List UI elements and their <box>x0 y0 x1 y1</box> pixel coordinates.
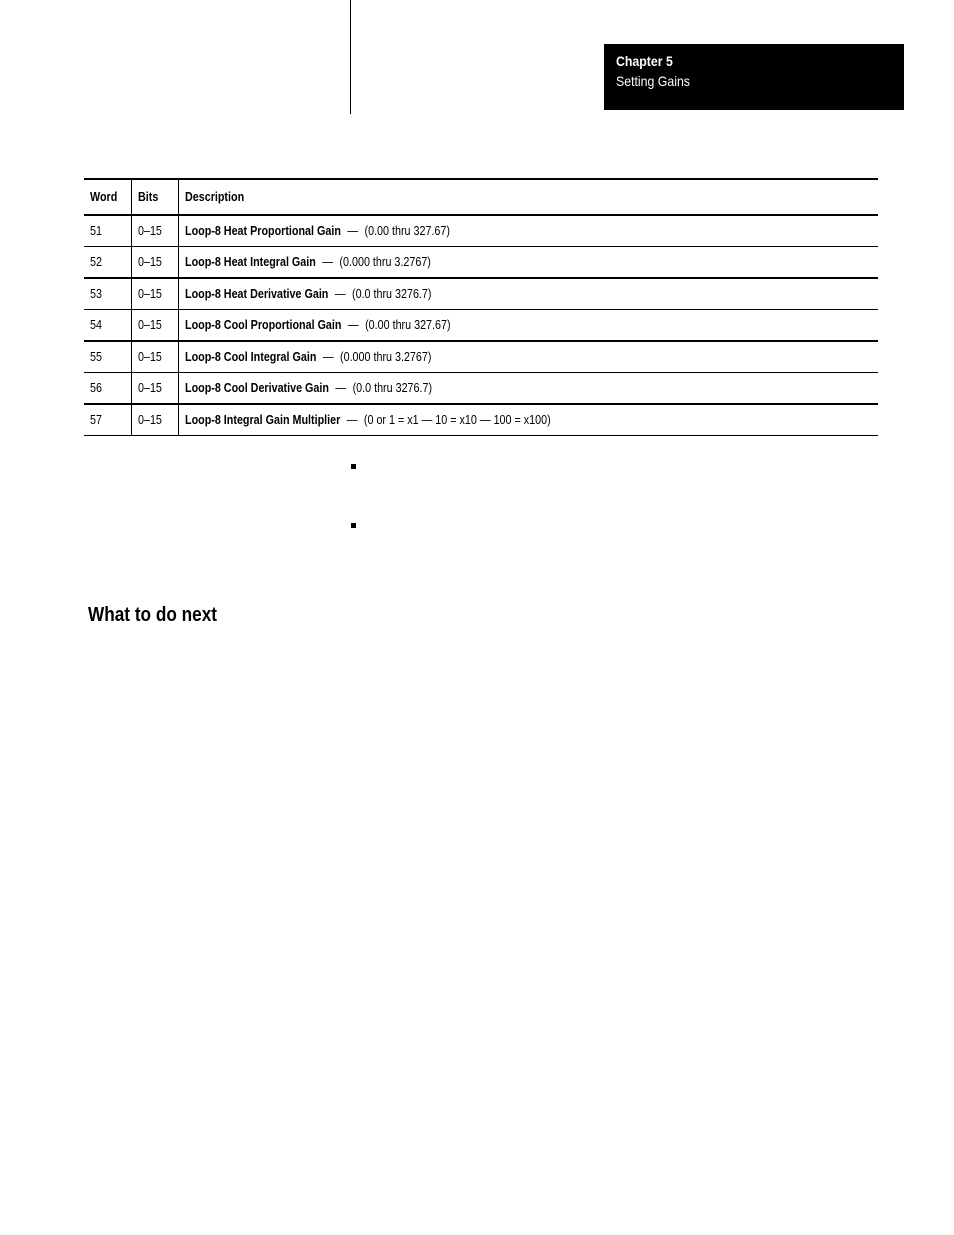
word-cell: 57 <box>84 404 132 436</box>
word-cell: 53 <box>84 278 132 310</box>
description-cell: Loop-8 Heat Proportional Gain — (0.00 thru 327.67) <box>179 215 879 247</box>
word-cell: 51 <box>84 215 132 247</box>
description-cell: Loop-8 Cool Integral Gain — (0.000 thru 3.2767) <box>179 341 879 373</box>
description-cell: Loop-8 Heat Derivative Gain — (0.0 thru 3276.7) <box>179 278 879 310</box>
word-cell: 56 <box>84 373 132 405</box>
description-cell: Loop-8 Integral Gain Multiplier — (0 or 1 = x1 — 10 = x10 — 100 = x100) <box>179 404 879 436</box>
chapter-title: Setting Gains <box>616 73 690 89</box>
parameter-range: (0.000 thru 3.2767) <box>339 255 431 269</box>
table-row <box>84 247 878 279</box>
chapter-tab <box>604 44 904 110</box>
bullet-marker <box>351 464 356 469</box>
word-cell: 55 <box>84 341 132 373</box>
table-row <box>84 341 878 373</box>
parameter-name: Loop-8 Cool Integral Gain <box>185 350 317 364</box>
description-cell: Loop-8 Heat Integral Gain — (0.000 thru 3.2767) <box>179 247 879 279</box>
column-header-word: Word <box>84 179 132 215</box>
chapter-number: Chapter 5 <box>616 53 673 69</box>
bits-cell: 0–15 <box>132 247 179 279</box>
table-row <box>84 373 878 405</box>
table-row <box>84 215 878 247</box>
table-row <box>84 278 878 310</box>
description-cell: Loop-8 Cool Proportional Gain — (0.00 thru 327.67) <box>179 310 879 342</box>
bits-cell: 0–15 <box>132 215 179 247</box>
column-header-bits: Bits <box>132 179 179 215</box>
word-cell: 54 <box>84 310 132 342</box>
parameter-name: Loop-8 Cool Derivative Gain <box>185 381 329 395</box>
description-cell: Loop-8 Cool Derivative Gain — (0.0 thru 3276.7) <box>179 373 879 405</box>
parameter-name: Loop-8 Integral Gain Multiplier <box>185 413 341 427</box>
parameter-name: Loop-8 Cool Proportional Gain <box>185 318 342 332</box>
parameter-range: (0.0 thru 3276.7) <box>352 381 433 395</box>
parameter-range: (0.00 thru 327.67) <box>365 318 451 332</box>
table-row <box>84 310 878 342</box>
parameter-range: (0.000 thru 3.2767) <box>340 350 432 364</box>
parameter-name: Loop-8 Heat Proportional Gain <box>185 224 341 238</box>
bits-cell: 0–15 <box>132 404 179 436</box>
parameter-range: (0 or 1 = x1 — 10 = x10 — 100 = x100) <box>363 413 551 427</box>
margin-divider-line <box>350 0 351 114</box>
bullet-marker <box>351 523 356 528</box>
bits-cell: 0–15 <box>132 341 179 373</box>
bits-cell: 0–15 <box>132 278 179 310</box>
column-header-description: Description <box>179 179 879 215</box>
word-cell: 52 <box>84 247 132 279</box>
parameter-name: Loop-8 Heat Derivative Gain <box>185 287 329 301</box>
parameter-range: (0.0 thru 3276.7) <box>352 287 432 301</box>
parameter-name: Loop-8 Heat Integral Gain <box>185 255 316 269</box>
bits-cell: 0–15 <box>132 373 179 405</box>
section-heading: What to do next <box>88 604 217 626</box>
register-table <box>84 178 878 436</box>
bits-cell: 0–15 <box>132 310 179 342</box>
table-row <box>84 404 878 436</box>
table-header-row <box>84 179 878 215</box>
parameter-range: (0.00 thru 327.67) <box>364 224 450 238</box>
